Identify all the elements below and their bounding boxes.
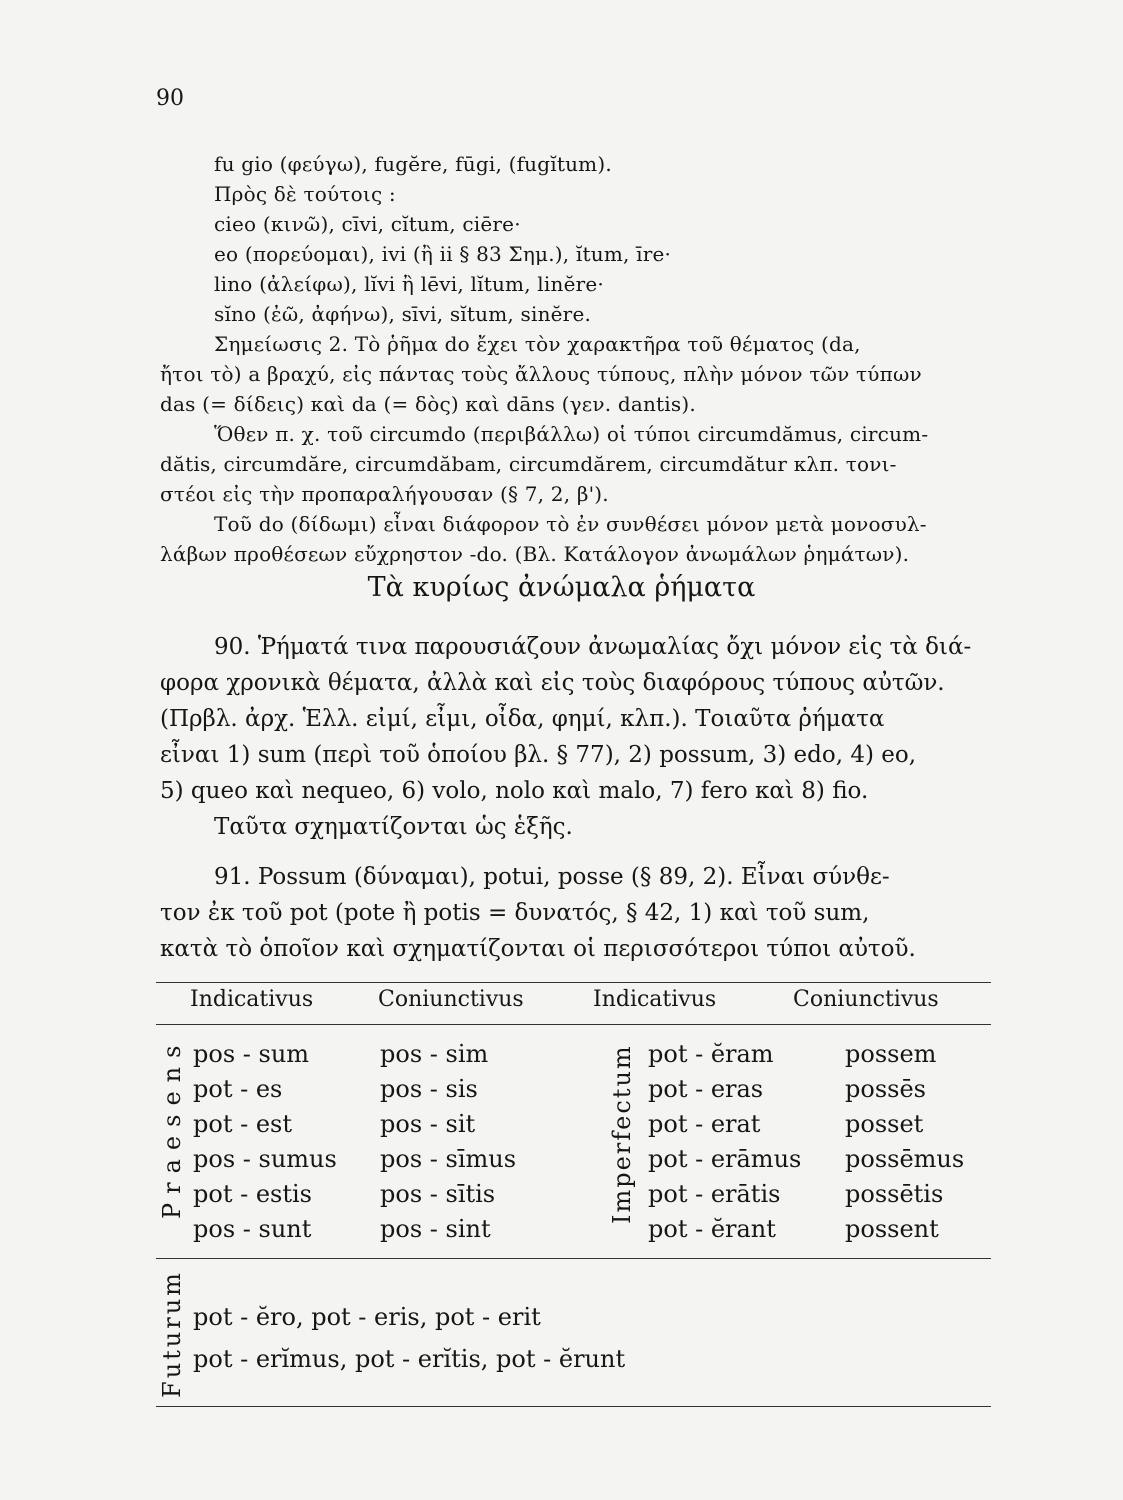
text-line: Σημείωσις 2. Τὸ ῥῆμα do ἔχει τὸν χαρακτῆρα τοῦ θέματος (da, xyxy=(214,332,861,356)
form-cell: pos - sis xyxy=(380,1075,478,1103)
text-line: τον ἐκ τοῦ pot (pote ἢ potis = δυνατός, § 42, 1) καὶ τοῦ sum, xyxy=(160,900,870,926)
section-title: Τὰ κυρίως ἀνώμαλα ῥήματα xyxy=(367,572,756,603)
text-line: Ὅθεν π. χ. τοῦ circumdo (περιβάλλω) οἱ τύποι circumdămus, circum- xyxy=(214,422,929,446)
form-cell: pos - sītis xyxy=(380,1180,496,1208)
section-rule xyxy=(156,1258,991,1259)
form-cell: pot - erātis xyxy=(648,1180,781,1208)
form-cell: pos - sit xyxy=(380,1110,476,1138)
text-line: λάβων προθέσεων εὔχρηστον -do. (Βλ. Κατάλογον ἀνωμάλων ῥημάτων). xyxy=(160,542,910,566)
form-cell: pos - sint xyxy=(380,1215,491,1243)
text-line: κατὰ τὸ ὁποῖον καὶ σχηματίζονται οἱ περισσότεροι τύποι αὐτοῦ. xyxy=(160,936,916,962)
form-cell: pot - ĕram xyxy=(648,1040,774,1068)
text-line: (Πρβλ. ἀρχ. Ἑλλ. εἰμί, εἶμι, οἶδα, φημί, κλπ.). Τοιαῦτα ῥήματα xyxy=(160,706,885,732)
form-cell: pos - sum xyxy=(193,1040,310,1068)
text-line: eo (πορεύομαι), ivi (ἢ ii § 83 Σημ.), ĭtum, īre· xyxy=(214,242,672,266)
page-number: 90 xyxy=(156,86,184,111)
text-line: Τοῦ do (δίδωμι) εἶναι διάφορον τὸ ἐν συνθέσει μόνον μετὰ μονοσυλ- xyxy=(214,512,927,536)
form-cell: pot - erat xyxy=(648,1110,761,1138)
form-cell: possent xyxy=(845,1215,939,1243)
form-cell: posset xyxy=(845,1110,924,1138)
table-bottom-rule xyxy=(156,1406,991,1407)
form-cell: pot - ĕrant xyxy=(648,1215,776,1243)
form-cell: pot - es xyxy=(193,1075,283,1103)
form-cell: possētis xyxy=(845,1180,944,1208)
form-cell: pos - sunt xyxy=(193,1215,312,1243)
text-line: sĭno (ἐῶ, ἀφήνω), sīvi, sĭtum, sinĕre. xyxy=(214,302,592,326)
text-line: 90. Ῥήματά τινα παρουσιάζουν ἀνωμαλίας ὄχι μόνον εἰς τὰ διά- xyxy=(214,634,972,660)
form-cell: possem xyxy=(845,1040,937,1068)
form-cell: possēs xyxy=(845,1075,926,1103)
form-cell: pot - erāmus xyxy=(648,1145,802,1173)
column-header: Indicativus xyxy=(190,987,314,1012)
form-cell: pot - estis xyxy=(193,1180,312,1208)
text-line: εἶναι 1) sum (περὶ τοῦ ὁποίου βλ. § 77), 2) possum, 3) edo, 4) eo, xyxy=(160,742,917,768)
form-cell: pos - sim xyxy=(380,1040,489,1068)
form-line: pot - erĭmus, pot - erĭtis, pot - ĕrunt xyxy=(193,1345,626,1373)
form-cell: pot - eras xyxy=(648,1075,764,1103)
text-line: Πρὸς δὲ τούτοις : xyxy=(214,182,396,206)
tense-label-futurum: Futurum xyxy=(158,1270,186,1398)
text-line: 91. Possum (δύναμαι), potui, posse (§ 89, 2). Εἶναι σύνθε- xyxy=(214,864,890,890)
form-cell: pos - sumus xyxy=(193,1145,337,1173)
text-line: das (= δίδεις) καὶ da (= δὸς) καὶ dāns (γεν. dantis). xyxy=(160,392,696,416)
text-line: dătis, circumdăre, circumdăbam, circumdărem, circumdătur κλπ. τονι- xyxy=(160,452,897,476)
table-top-rule xyxy=(156,982,991,983)
form-cell: pos - sīmus xyxy=(380,1145,517,1173)
text-line: Ταῦτα σχηματίζονται ὡς ἑξῆς. xyxy=(214,814,573,840)
column-header: Coniunctivus xyxy=(793,987,939,1012)
form-cell: pot - est xyxy=(193,1110,292,1138)
form-cell: possēmus xyxy=(845,1145,965,1173)
tense-label-praesens: Praesens xyxy=(158,1036,186,1219)
text-line: 5) queo καὶ nequeo, 6) volo, nolo καὶ malo, 7) fero καὶ 8) fio. xyxy=(160,778,869,804)
text-line: cieo (κινῶ), cīvi, cĭtum, ciēre· xyxy=(214,212,521,236)
column-header: Indicativus xyxy=(593,987,717,1012)
tense-label-imperfectum: Imperfectum xyxy=(608,1044,636,1224)
text-line: fu gio (φεύγω), fugĕre, fūgi, (fugĭtum). xyxy=(214,152,612,176)
text-line: στέοι εἰς τὴν προπαραλήγουσαν (§ 7, 2, β'). xyxy=(160,482,609,506)
column-header: Coniunctivus xyxy=(378,987,524,1012)
text-line: ἤτοι τὸ) a βραχύ, εἰς πάντας τοὺς ἄλλους τύπους, πλὴν μόνον τῶν τύπων xyxy=(160,362,922,386)
header-rule xyxy=(156,1024,991,1025)
form-line: pot - ĕro, pot - eris, pot - erit xyxy=(193,1303,541,1331)
text-line: lino (ἀλείφω), lĭvi ἢ lēvi, lĭtum, linĕre· xyxy=(214,272,604,296)
text-line: φορα χρονικὰ θέματα, ἀλλὰ καὶ εἰς τοὺς διαφόρους τύπους αὐτῶν. xyxy=(160,670,945,696)
